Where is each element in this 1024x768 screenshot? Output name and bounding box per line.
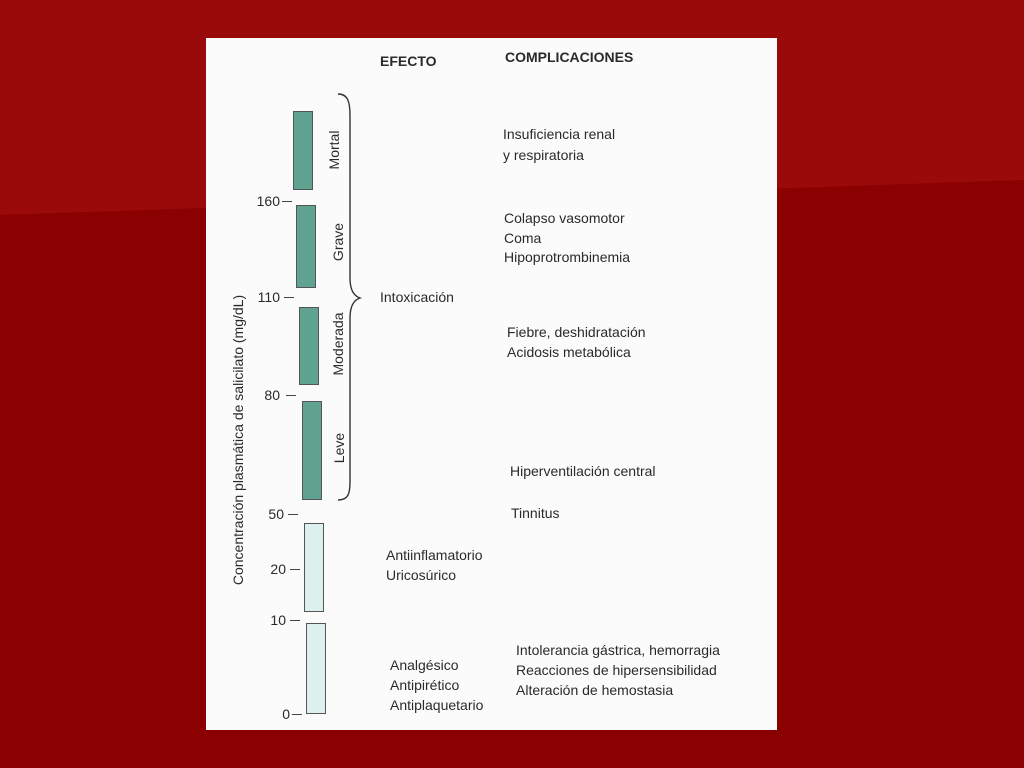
comp-fiebre: Fiebre, deshidratación <box>507 324 646 340</box>
comp-tinnitus: Tinnitus <box>511 505 560 521</box>
bar-analgesico <box>306 623 326 714</box>
comp-intolerancia: Intolerancia gástrica, hemorragia <box>516 642 720 658</box>
bar-antiinflamatorio <box>304 523 324 612</box>
effect-uricosurico: Uricosúrico <box>386 567 457 583</box>
complications-header: COMPLICACIONES <box>505 49 634 65</box>
effect-analgesico: Analgésico <box>390 657 459 673</box>
tickmark <box>282 201 292 202</box>
comp-insuficiencia: Insuficiencia renal <box>503 126 616 142</box>
comp-respiratoria: y respiratoria <box>503 147 584 163</box>
label-leve: Leve <box>331 432 347 464</box>
label-mortal: Mortal <box>326 130 342 170</box>
tick-80: 80 <box>264 387 280 403</box>
bar-moderada <box>299 307 319 385</box>
effect-intoxicacion: Intoxicación <box>380 289 454 305</box>
tick-50: 50 <box>268 506 284 522</box>
tickmark <box>290 620 300 621</box>
comp-acidosis: Acidosis metabólica <box>507 344 631 360</box>
tickmark <box>292 714 302 715</box>
effect-antiplaquetario: Antiplaquetario <box>390 697 484 713</box>
comp-hipersensibilidad: Reacciones de hipersensibilidad <box>516 662 717 678</box>
tickmark <box>284 297 294 298</box>
label-moderada: Moderada <box>330 312 346 376</box>
comp-hemostasia: Alteración de hemostasia <box>516 682 674 698</box>
bar-mortal <box>293 111 313 190</box>
effect-header: EFECTO <box>380 53 437 69</box>
tickmark <box>286 395 296 396</box>
label-grave: Grave <box>330 222 346 262</box>
comp-hipoprotrombinemia: Hipoprotrombinemia <box>504 249 631 265</box>
intoxication-brace <box>334 92 364 502</box>
tick-0: 0 <box>282 706 290 722</box>
comp-coma: Coma <box>504 230 542 246</box>
diagram-panel <box>206 38 777 730</box>
effect-antiinflamatorio: Antiinflamatorio <box>386 547 483 563</box>
y-axis-label: Concentración plasmática de salicilato (mg/dL) <box>230 294 246 586</box>
tick-160: 160 <box>256 193 280 209</box>
effect-antipiretico: Antipirético <box>390 677 460 693</box>
tick-110: 110 <box>257 289 280 305</box>
bar-grave <box>296 205 316 288</box>
tick-10: 10 <box>270 612 286 628</box>
comp-hiperventilacion: Hiperventilación central <box>510 463 656 479</box>
comp-colapso: Colapso vasomotor <box>504 210 625 226</box>
tickmark <box>288 514 298 515</box>
tickmark <box>290 569 300 570</box>
tick-20: 20 <box>270 561 286 577</box>
bar-leve <box>302 401 322 500</box>
